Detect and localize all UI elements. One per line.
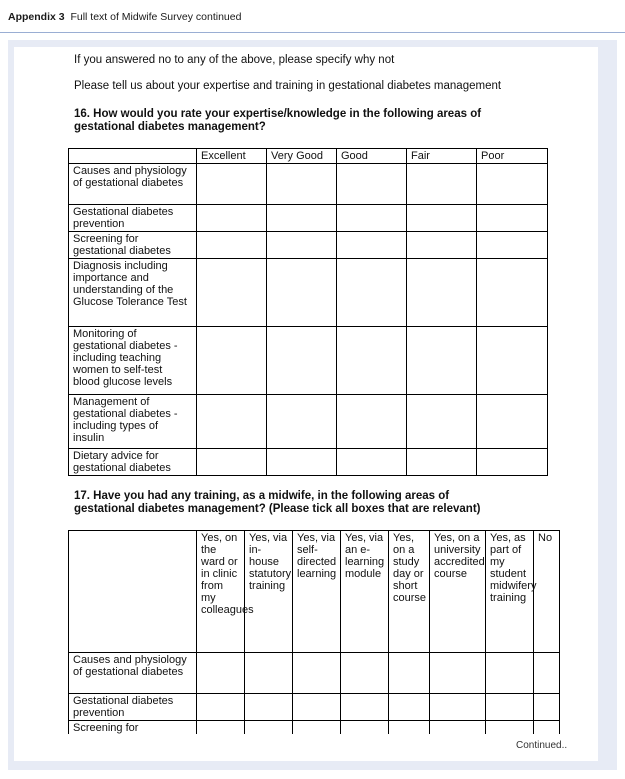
- rating-cell[interactable]: [337, 395, 407, 449]
- tick-cell[interactable]: [430, 653, 486, 694]
- column-header: No: [534, 531, 560, 653]
- table-row: [69, 653, 560, 694]
- tick-cell[interactable]: [534, 653, 560, 694]
- column-header: Yes, as part of my student midwifery training: [486, 531, 534, 653]
- header-cell-blank: [69, 149, 197, 164]
- question-16-table: [68, 148, 548, 476]
- header-text: [8, 11, 241, 23]
- row-label: Screening for: [69, 721, 197, 748]
- column-header: Yes, on a university accredited course: [430, 531, 486, 653]
- column-header: Yes, via an e-learning module: [341, 531, 389, 653]
- rating-cell[interactable]: [197, 449, 267, 476]
- question-17-table: [68, 530, 560, 748]
- row-label: Dietary advice for gestational diabetes: [69, 449, 197, 476]
- row-label: Causes and physiology of gestational diabetes: [69, 653, 197, 694]
- column-header: Yes, via self-directed learning: [293, 531, 341, 653]
- tick-cell[interactable]: [389, 653, 430, 694]
- rating-cell[interactable]: [337, 327, 407, 395]
- rating-cell[interactable]: [197, 232, 267, 259]
- tick-cell[interactable]: [486, 653, 534, 694]
- rating-cell[interactable]: [197, 327, 267, 395]
- row-label: Gestational diabetes prevention: [69, 694, 197, 721]
- question-16: [74, 108, 481, 134]
- rating-cell[interactable]: [267, 395, 337, 449]
- continued-label: Continued..: [516, 740, 568, 751]
- table-header-row: [69, 149, 548, 164]
- row-label: Monitoring of gestational diabetes - including teaching women to self-test blood glucose levels: [69, 327, 197, 395]
- row-label: Screening for gestational diabetes: [69, 232, 197, 259]
- question-17-line-1: 17. Have you had any training, as a midwife, in the following areas of: [74, 490, 450, 502]
- table-row: [69, 205, 548, 232]
- column-header: Fair: [407, 149, 477, 164]
- header-divider: [0, 32, 625, 33]
- rating-cell[interactable]: [267, 232, 337, 259]
- tick-cell[interactable]: [389, 694, 430, 721]
- tick-cell[interactable]: [341, 694, 389, 721]
- column-header: Very Good: [267, 149, 337, 164]
- table-row: [69, 449, 548, 476]
- column-header: Yes, via in-house statutory training: [245, 531, 293, 653]
- rating-cell[interactable]: [407, 205, 477, 232]
- rating-cell[interactable]: [407, 449, 477, 476]
- row-label: Causes and physiology of gestational diabetes: [69, 164, 197, 205]
- tick-cell[interactable]: [534, 694, 560, 721]
- table-row: [69, 395, 548, 449]
- column-header: Yes, on a study day or short course: [389, 531, 430, 653]
- rating-cell[interactable]: [407, 395, 477, 449]
- table-row: [69, 694, 560, 721]
- table-header-row: [69, 531, 560, 653]
- column-header: Poor: [477, 149, 548, 164]
- column-header: Excellent: [197, 149, 267, 164]
- question-17-line-2: gestational diabetes management? (Please tick all boxes that are relevant): [74, 503, 481, 515]
- tick-cell[interactable]: [197, 694, 245, 721]
- rating-cell[interactable]: [337, 205, 407, 232]
- question-16-line-1: 16. How would you rate your expertise/knowledge in the following areas of: [74, 108, 482, 120]
- column-header: Yes, on the ward or in clinic from my colleagues: [197, 531, 245, 653]
- rating-cell[interactable]: [477, 205, 548, 232]
- rating-cell[interactable]: [337, 232, 407, 259]
- rating-cell[interactable]: [337, 449, 407, 476]
- tick-cell[interactable]: [486, 694, 534, 721]
- tick-cell[interactable]: [430, 694, 486, 721]
- row-label: Gestational diabetes prevention: [69, 205, 197, 232]
- rating-cell[interactable]: [197, 164, 267, 205]
- column-header: Good: [337, 149, 407, 164]
- rating-cell[interactable]: [477, 327, 548, 395]
- rating-cell[interactable]: [477, 395, 548, 449]
- rating-cell[interactable]: [407, 327, 477, 395]
- appendix-label: Appendix 3: [8, 11, 65, 23]
- rating-cell[interactable]: [267, 449, 337, 476]
- rating-cell[interactable]: [477, 232, 548, 259]
- rating-cell[interactable]: [477, 164, 548, 205]
- header-cell-blank: [69, 531, 197, 653]
- rating-cell[interactable]: [477, 449, 548, 476]
- intro-line-1: If you answered no to any of the above, please specify why not: [74, 54, 395, 66]
- rating-cell[interactable]: [337, 164, 407, 205]
- rating-cell[interactable]: [197, 205, 267, 232]
- question-16-line-2: gestational diabetes management?: [74, 121, 266, 133]
- table-row: [69, 259, 548, 327]
- rating-cell[interactable]: [407, 259, 477, 327]
- page-cutoff: [14, 734, 598, 761]
- rating-cell[interactable]: [267, 259, 337, 327]
- rating-cell[interactable]: [407, 164, 477, 205]
- intro-line-2: Please tell us about your expertise and training in gestational diabetes management: [74, 80, 502, 92]
- rating-cell[interactable]: [407, 232, 477, 259]
- rating-cell[interactable]: [337, 259, 407, 327]
- tick-cell[interactable]: [197, 653, 245, 694]
- page-header: [0, 0, 625, 36]
- rating-cell[interactable]: [477, 259, 548, 327]
- table-row: [69, 164, 548, 205]
- tick-cell[interactable]: [245, 653, 293, 694]
- rating-cell[interactable]: [267, 327, 337, 395]
- rating-cell[interactable]: [197, 395, 267, 449]
- tick-cell[interactable]: [341, 653, 389, 694]
- tick-cell[interactable]: [245, 694, 293, 721]
- table-row: [69, 327, 548, 395]
- tick-cell[interactable]: [293, 694, 341, 721]
- rating-cell[interactable]: [267, 164, 337, 205]
- tick-cell[interactable]: [293, 653, 341, 694]
- appendix-title: Full text of Midwife Survey continued: [70, 11, 242, 23]
- rating-cell[interactable]: [197, 259, 267, 327]
- rating-cell[interactable]: [267, 205, 337, 232]
- question-17: [74, 490, 480, 516]
- row-label: Management of gestational diabetes - including types of insulin: [69, 395, 197, 449]
- table-row: [69, 232, 548, 259]
- row-label: Diagnosis including importance and understanding of the Glucose Tolerance Test: [69, 259, 197, 327]
